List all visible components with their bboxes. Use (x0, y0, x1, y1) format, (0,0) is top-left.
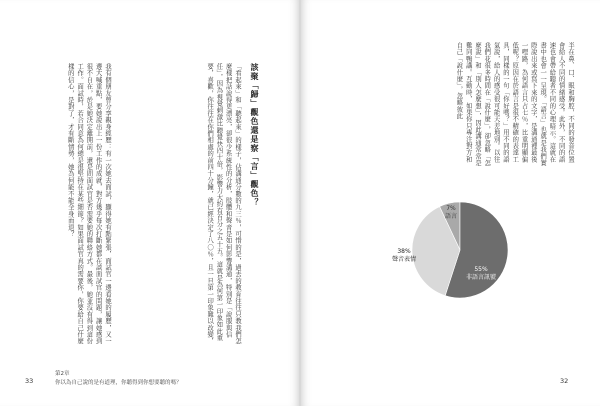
pie-label-voice (392, 248, 416, 264)
pie-label-language (445, 205, 457, 221)
page-number-left: 33 (25, 377, 34, 385)
right-page-paragraph: 半在鼻、口、眼和胸腔，不同的發音位置會給人不同的情緒感受。此外，不同的語速也會帶給聽者不同的心理暗示。這就在書中也會一一呈現。「語言」也就是我們實際說出來或寫下來的文字，是溝通裡最後一哩路，為何語言只占七％，比重明顯偏低呢？原因在於語言是很不精確的表達工具，同樣的一句「你好嗎？」用不同的語氣說，給人的感受很可能天差地別。以往我們花很多時間在「說什麼」，卻忽略「怎麼說」和「別人怎麼想」，因此溝通常常是雞同鴨講。互動時，如果你只專注對方和自己「說什麼」，忽略彼此 (455, 42, 574, 167)
pie-value-voice: 38% (397, 248, 411, 255)
pie-label-nonverbal (466, 266, 496, 282)
pie-chart (410, 200, 510, 300)
pie-name-voice: 聲音表情 (392, 256, 417, 263)
pie-value-nonverbal: 55% (474, 266, 488, 273)
pie-name-nonverbal: 非語言訊號 (466, 274, 497, 281)
section-heading: 該聚「歸」觀色還是察「言」觀色？ (250, 63, 260, 207)
left-page-paragraph-2: 我有個朋友曾分享親身經歷：有一次她去面試，顯得她有點緊張，面試官一邊看她的履歷，又一邊大喊重點，要她說出上一份工作的成就，對方幾乎每次打斷她都在談面試官的問題，讓她感到很不自在，於是她決定離開前，還是問面試官是否需要她的聯絡方式。最後，她並沒有得到這份工作。面試時，若合同意為何總是很堅持在某些細節？如果面試官真的需要你，你要給自己什麼樣的信心，是對了，才有斷情勢，她為何能不能全身而退？ (66, 63, 111, 345)
pie-value-language: 7% (446, 205, 456, 212)
page-number-right: 32 (560, 377, 569, 385)
running-title: 你以為自己說的是有道理，你聽得到你想要聽的嗎？ (55, 380, 182, 386)
left-page-paragraph-1: 「看起來」和「聽起來」的樣子，佔溝通分數的九三％，可惜的是，過去的教育往往只教我們怎麼樣把話說得更漂亮，卻很少系統性的分析，肢體和聲音是如何影響溝通，特別是「說服與信任」，因為視覺刺激比聽覺快四十倍，影響力大約有百分之五十五。這就是為何第一印象如此重要，喜歡，你往往在你們相處的前四十分鐘，就已經決定了八〇％，且一旦第一印象難以改變， (206, 63, 241, 345)
pie-name-language: 語言 (445, 213, 458, 220)
chapter-label: 第2章 (55, 371, 70, 377)
